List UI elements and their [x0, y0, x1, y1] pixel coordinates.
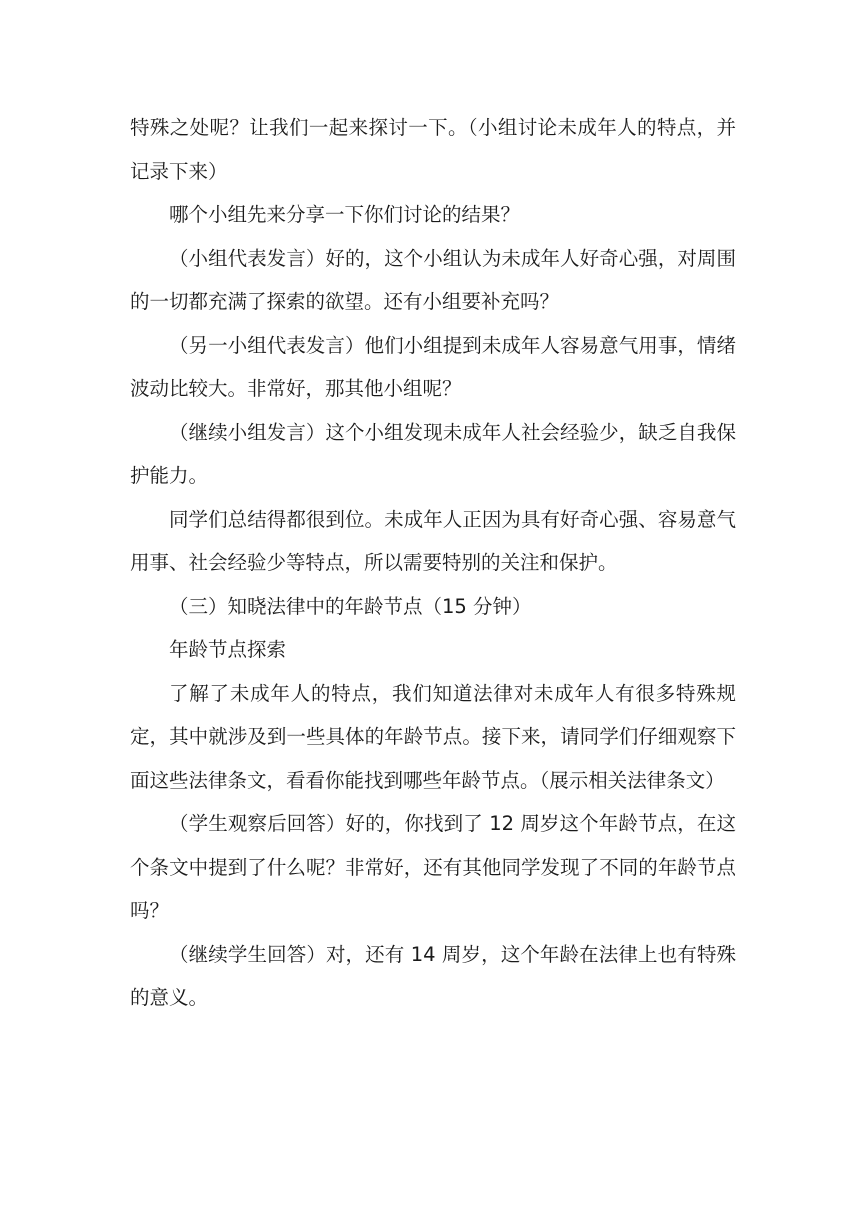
paragraph-3: （小组代表发言）好的，这个小组认为未成年人好奇心强，对周围的一切都充满了探索的欲望。还有小组要补充吗？: [130, 246, 736, 313]
section-heading: （三）知晓法律中的年龄节点（15 分钟）: [169, 594, 532, 618]
paragraph-6: 同学们总结得都很到位。未成年人正因为具有好奇心强、容易意气用事、社会经验少等特点，所以需要特别的关注和保护。: [130, 507, 736, 574]
document-body: [130, 106, 736, 1020]
paragraph-10: （学生观察后回答）好的，你找到了 12 周岁这个年龄节点，在这个条文中提到了什么呢？非常好，还有其他同学发现了不同的年龄节点吗？: [130, 812, 736, 922]
paragraph-2: 哪个小组先来分享一下你们讨论的结果？: [169, 203, 521, 226]
paragraph-1: 特殊之处呢？让我们一起来探讨一下。（小组讨论未成年人的特点，并记录下来）: [130, 116, 736, 183]
paragraph-5: （继续小组发言）这个小组发现未成年人社会经验少，缺乏自我保护能力。: [130, 420, 736, 487]
paragraph-9: 了解了未成年人的特点，我们知道法律对未成年人有很多特殊规定，其中就涉及到一些具体的年龄节点。接下来，请同学们仔细观察下面这些法律条文，看看你能找到哪些年龄节点。（展示相关法律条文）: [130, 681, 736, 792]
paragraph-4: （另一小组代表发言）他们小组提到未成年人容易意气用事，情绪波动比较大。非常好，那其他小组呢？: [130, 333, 736, 400]
subsection-heading: 年龄节点探索: [169, 638, 287, 661]
paragraph-11: （继续学生回答）对，还有 14 周岁，这个年龄在法律上也有特殊的意义。: [130, 942, 736, 1009]
